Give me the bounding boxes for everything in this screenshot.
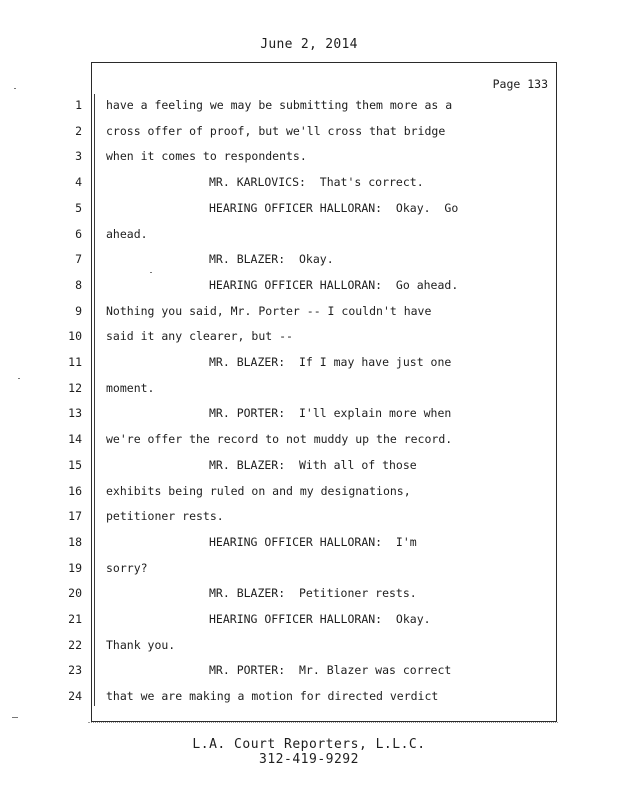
- scan-speck: [150, 272, 152, 273]
- line-text: said it any clearer, but --: [106, 329, 293, 344]
- transcript-line: [0, 327, 618, 345]
- transcript-line: [0, 456, 618, 474]
- transcript-line: [0, 533, 618, 551]
- footer-company: L.A. Court Reporters, L.L.C.: [192, 737, 426, 752]
- line-text: Nothing you said, Mr. Porter -- I couldn't have: [106, 303, 432, 318]
- scan-speck: [12, 717, 18, 718]
- transcript-line: [0, 250, 618, 268]
- transcript-line: [0, 302, 618, 320]
- line-text: Thank you.: [106, 637, 176, 652]
- line-number: 20: [68, 586, 82, 601]
- line-text: sorry?: [106, 560, 148, 575]
- transcript-line: [0, 559, 618, 577]
- line-text: we're offer the record to not muddy up the record.: [106, 432, 453, 447]
- line-number: 1: [75, 98, 82, 112]
- line-text: MR. BLAZER: Petitioner rests.: [209, 586, 417, 601]
- line-number: 19: [68, 560, 82, 575]
- frame-bottom-edge: [88, 722, 558, 725]
- line-number: 5: [75, 200, 82, 215]
- transcript-line: [0, 430, 618, 448]
- transcript-line: [0, 276, 618, 294]
- line-text: MR. KARLOVICS: That's correct.: [209, 175, 424, 190]
- line-number: 17: [68, 509, 82, 524]
- transcript-line: [0, 199, 618, 217]
- line-text: MR. PORTER: Mr. Blazer was correct: [209, 663, 452, 678]
- line-number: 8: [75, 277, 82, 292]
- line-text: HEARING OFFICER HALLORAN: Okay. Go: [209, 200, 459, 215]
- line-number: 12: [68, 380, 82, 395]
- transcript-line: [0, 147, 618, 165]
- footer-phone: 312-419-9292: [259, 752, 359, 767]
- transcript-line: [0, 687, 618, 705]
- transcript-line: [0, 507, 618, 525]
- line-number: 6: [75, 226, 82, 241]
- transcript-line: [0, 482, 618, 500]
- transcript-line: [0, 225, 618, 243]
- transcript-line: [0, 610, 618, 628]
- line-number: 11: [68, 355, 82, 369]
- scan-speck: [18, 378, 20, 379]
- line-number: 16: [68, 483, 82, 498]
- line-text: HEARING OFFICER HALLORAN: Go ahead.: [209, 277, 459, 292]
- line-text: when it comes to respondents.: [106, 149, 307, 164]
- transcript-line: [0, 173, 618, 191]
- line-number: 3: [75, 149, 82, 164]
- line-number: 4: [75, 175, 82, 190]
- transcript-line: [0, 404, 618, 422]
- line-text: moment.: [106, 380, 155, 395]
- line-number: 9: [75, 303, 82, 318]
- transcript-line: [0, 96, 618, 114]
- transcript-line: [0, 636, 618, 654]
- line-number: 22: [68, 637, 82, 652]
- line-number: 15: [68, 457, 82, 472]
- line-number: 24: [68, 689, 82, 704]
- line-text: petitioner rests.: [106, 509, 224, 524]
- line-text: that we are making a motion for directed verdict: [106, 689, 439, 704]
- transcript-line: [0, 584, 618, 602]
- transcript-date: June 2, 2014: [260, 37, 358, 52]
- line-text: MR. BLAZER: Okay.: [209, 252, 334, 267]
- line-text: have a feeling we may be submitting them more as a: [106, 98, 453, 112]
- line-text: exhibits being ruled on and my designations,: [106, 483, 411, 498]
- line-number: 14: [68, 432, 82, 447]
- line-text: cross offer of proof, but we'll cross that bridge: [106, 123, 446, 138]
- line-number: 18: [68, 534, 82, 549]
- transcript-line: [0, 661, 618, 679]
- line-number: 10: [68, 329, 82, 344]
- line-number: 23: [68, 663, 82, 678]
- transcript-line: [0, 122, 618, 140]
- line-text: ahead.: [106, 226, 148, 241]
- line-text: MR. PORTER: I'll explain more when: [209, 406, 452, 421]
- scan-speck: [14, 88, 16, 89]
- line-number: 7: [75, 252, 82, 267]
- transcript-line: [0, 353, 618, 371]
- transcript-line: [0, 379, 618, 397]
- line-text: HEARING OFFICER HALLORAN: I'm: [209, 534, 417, 549]
- line-number: 13: [68, 406, 82, 421]
- line-text: MR. BLAZER: With all of those: [209, 457, 417, 472]
- line-number: 21: [68, 612, 82, 626]
- line-text: MR. BLAZER: If I may have just one: [209, 355, 452, 369]
- line-text: HEARING OFFICER HALLORAN: Okay.: [209, 612, 431, 626]
- page-number: Page 133: [492, 77, 548, 91]
- line-number: 2: [75, 123, 82, 138]
